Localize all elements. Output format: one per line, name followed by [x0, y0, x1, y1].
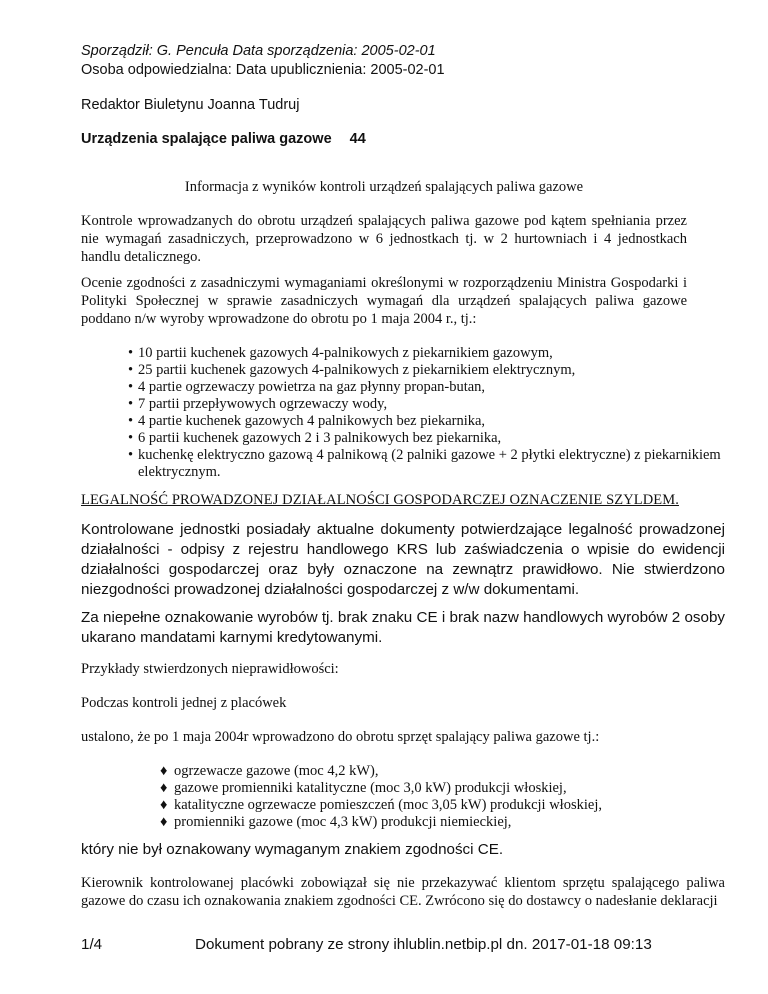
document-subtitle: Informacja z wyników kontroli urządzeń spalających paliwa gazowe — [184, 179, 584, 195]
not-marked-line: który nie był oznakowany wymaganym znakiem zgodności CE. — [81, 841, 504, 858]
list-item: • 25 partii kuchenek gazowych 4-palnikowych z piekarnikiem elektrycznym, — [128, 362, 576, 378]
header-editor-line: Redaktor Biuletynu Joanna Tudruj — [81, 97, 300, 113]
page-number: 1/4 — [81, 936, 103, 953]
header-prepared-line: Sporządził: G. Pencuła Data sporządzenia: 2005-02-01 — [81, 43, 436, 59]
inspection-line: Podczas kontroli jednej z placówek — [81, 695, 287, 711]
list-item: ♦ katalityczne ogrzewacze pomieszczeń (moc 3,05 kW) produkcji włoskiej, — [160, 797, 602, 813]
list-item: • 7 partii przepływowych ogrzewaczy wody, — [128, 396, 388, 412]
equipment-list — [160, 763, 720, 831]
bullet-icon: • — [128, 396, 134, 412]
document-title-text: Urządzenia spalające paliwa gazowe — [81, 131, 332, 147]
diamond-bullet-icon: ♦ — [160, 763, 168, 779]
list-item: ♦ ogrzewacze gazowe (moc 4,2 kW), — [160, 763, 379, 779]
document-title — [81, 130, 366, 148]
bullet-icon: • — [128, 379, 134, 395]
examples-intro: Przykłady stwierdzonych nieprawidłowości: — [81, 661, 339, 677]
bullet-icon: • — [128, 413, 134, 429]
header-responsible-line: Osoba odpowiedzialna: Data upublicznienia: 2005-02-01 — [81, 62, 445, 78]
penalty-paragraph: Za niepełne oznakowanie wyrobów tj. brak znaku CE i brak nazw handlowych wyrobów 2 osoby ukarano mandatami karnymi kredytowanymi. — [81, 609, 725, 646]
list-item: • kuchenkę elektryczno gazową 4 palnikową (2 palniki gazowe + 2 płytki elektryczne) z piekarnikiem elektrycznym. — [128, 447, 721, 480]
bullet-icon: • — [128, 362, 134, 378]
legality-paragraph: Kontrolowane jednostki posiadały aktualne dokumenty potwierdzające legalność prowadzonej działalności - odpisy z rejestru handlowego KRS lub zaświadczenia o wpisie do ewidencji działalności gospodarczej oraz były oznaczone na zewnątrz prawidłowo. Nie stwierdzono niezgodności prowadzonej działalności gospodarczej z w/w dokumentami. — [81, 521, 725, 598]
bullet-icon: • — [128, 430, 134, 446]
assessment-paragraph: Ocenie zgodności z zasadniczymi wymaganiami określonymi w rozporządzeniu Ministra Gospodarki i Polityki Społecznej w sprawie zasadniczych wymagań dla urządzeń spalających paliwa gazowe poddano n/w wyroby wprowadzone do obrotu po 1 maja 2004 r., tj.: — [81, 275, 687, 327]
diamond-bullet-icon: ♦ — [160, 780, 168, 796]
list-item: • 4 partie kuchenek gazowych 4 palnikowych bez piekarnika, — [128, 413, 486, 429]
intro-paragraph: Kontrole wprowadzanych do obrotu urządzeń spalających paliwa gazowe pod kątem spełniania przez nie wymagań zasadniczych, przeprowadzono w 6 jednostkach tj. w 2 hurtowniach i 4 jednostkach handlu detalicznego. — [81, 213, 687, 265]
bullet-icon: • — [128, 345, 134, 361]
list-item: • 4 partie ogrzewaczy powietrza na gaz płynny propan-butan, — [128, 379, 486, 395]
document-number: 44 — [349, 131, 366, 147]
found-line: ustalono, że po 1 maja 2004r wprowadzono do obrotu sprzęt spalający paliwa gazowe tj.: — [81, 729, 600, 745]
diamond-bullet-icon: ♦ — [160, 814, 168, 830]
section-heading: LEGALNOŚĆ PROWADZONEJ DZIAŁALNOŚCI GOSPODARCZEJ OZNACZENIE SZYLDEM. — [81, 492, 679, 508]
diamond-bullet-icon: ♦ — [160, 797, 168, 813]
list-item: • 10 partii kuchenek gazowych 4-palnikowych z piekarnikiem gazowym, — [128, 345, 553, 361]
list-item: ♦ gazowe promienniki katalityczne (moc 3,0 kW) produkcji włoskiej, — [160, 780, 567, 796]
closing-paragraph: Kierownik kontrolowanej placówki zobowiązał się nie przekazywać klientom sprzętu spalającego paliwa gazowe do czasu ich oznakowania znakiem zgodności CE. Zwrócono się do dostawcy o nadesłanie deklaracji — [81, 875, 725, 909]
products-list — [128, 345, 726, 481]
footer-source: Dokument pobrany ze strony ihlublin.netbip.pl dn. 2017-01-18 09:13 — [195, 936, 652, 953]
list-item: • 6 partii kuchenek gazowych 2 i 3 palnikowych bez piekarnika, — [128, 430, 502, 446]
bullet-icon: • — [128, 447, 134, 463]
list-item: ♦ promienniki gazowe (moc 4,3 kW) produkcji niemieckiej, — [160, 814, 512, 830]
